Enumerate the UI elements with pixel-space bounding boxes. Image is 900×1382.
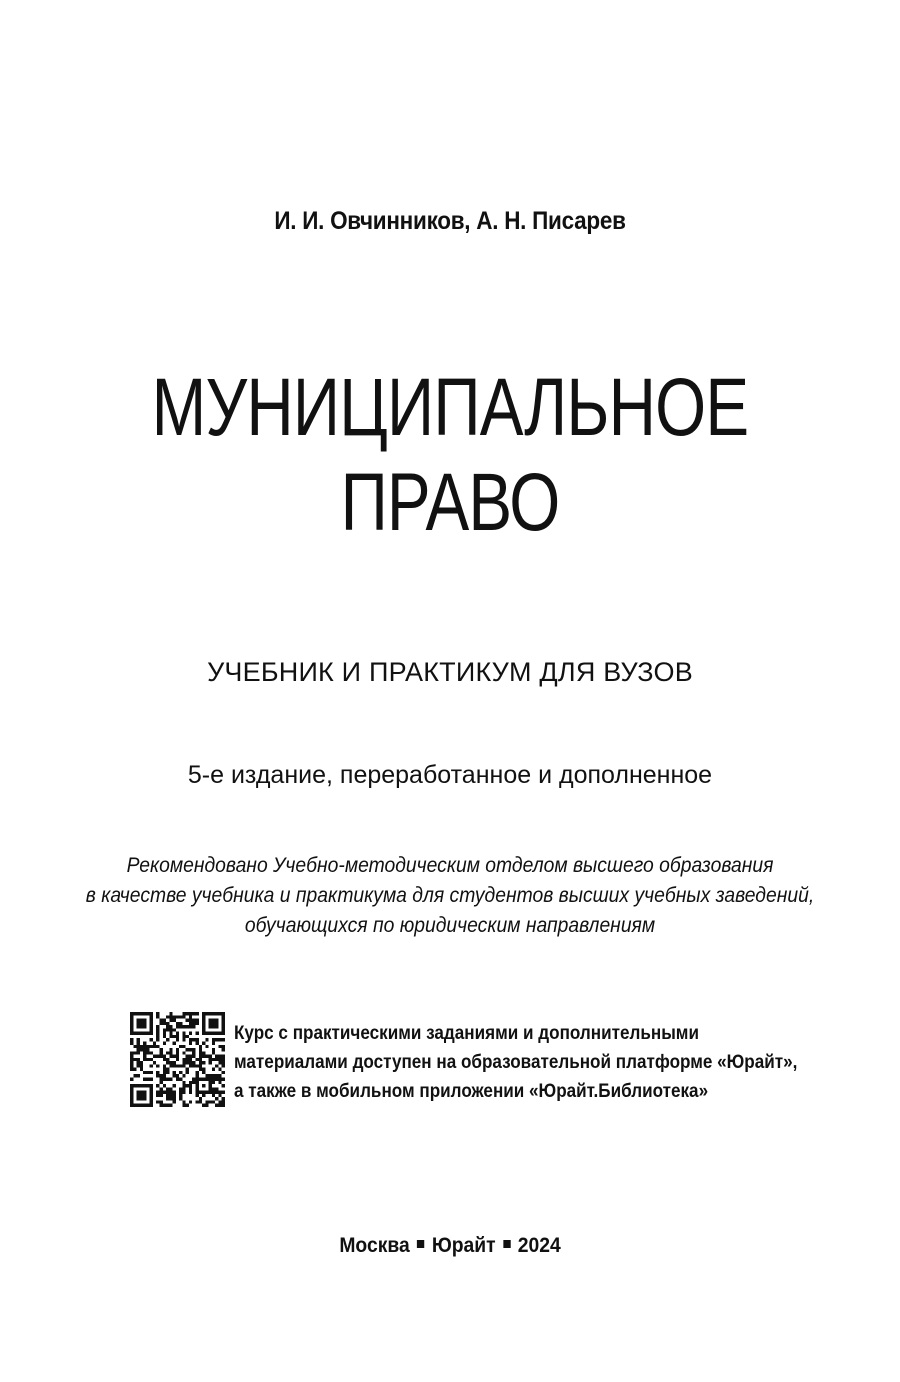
recommendation-line-1: Рекомендовано Учебно-методическим отделом высшего образования (126, 854, 774, 877)
course-note-line-1: Курс с практическими заданиями и дополнительными (234, 1023, 699, 1044)
separator-square-icon (417, 1240, 424, 1248)
book-title (90, 360, 810, 550)
course-availability-note (234, 1019, 798, 1106)
imprint-year: 2024 (517, 1234, 561, 1257)
book-title-line-2: ПРАВО (340, 457, 560, 548)
authors: И. И. Овчинников, А. Н. Писарев (274, 207, 626, 235)
book-title-line-1: МУНИЦИПАЛЬНОЕ (151, 362, 749, 453)
qr-code-icon[interactable] (130, 1012, 225, 1107)
recommendation-note (36, 851, 864, 941)
book-subtitle: УЧЕБНИК И ПРАКТИКУМ ДЛЯ ВУЗОВ (207, 657, 693, 687)
course-note-line-2: материалами доступен на образовательной платформе «Юрайт», (234, 1052, 798, 1073)
imprint-city: Москва (339, 1234, 410, 1257)
imprint (36, 1234, 864, 1258)
separator-square-icon (503, 1240, 510, 1248)
edition-note: 5-е издание, переработанное и дополненное (187, 761, 713, 789)
imprint-publisher: Юрайт (431, 1234, 496, 1257)
recommendation-line-3: обучающихся по юридическим направлениям (244, 914, 656, 937)
course-note-line-3: а также в мобильном приложении «Юрайт.Библиотека» (234, 1081, 709, 1102)
recommendation-line-2: в качестве учебника и практикума для студентов высших учебных заведений, (85, 884, 815, 907)
